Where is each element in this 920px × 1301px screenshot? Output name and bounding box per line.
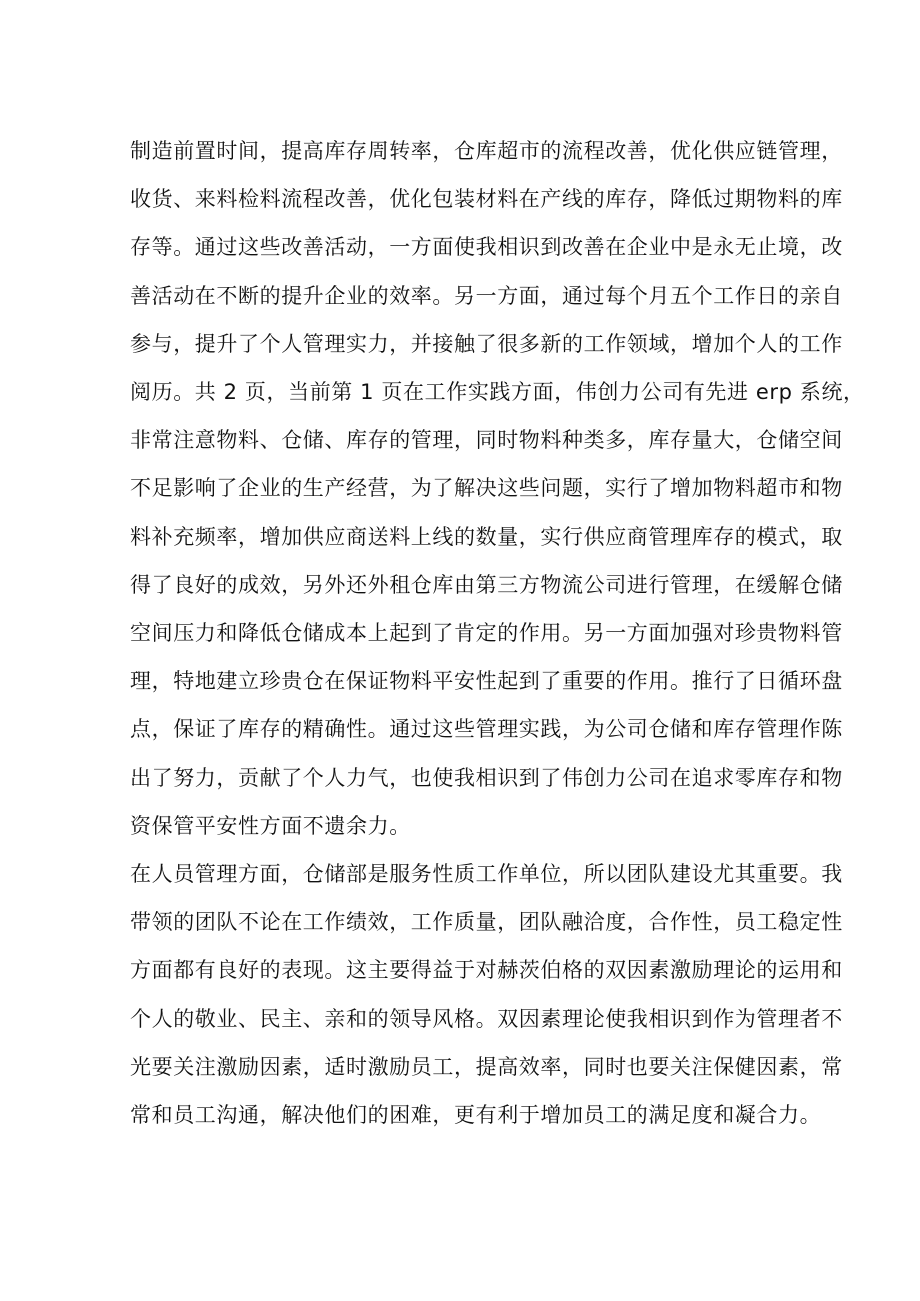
text-line: 得了良好的成效，另外还外租仓库由第三方物流公司进行管理，在缓解仓储 [130,572,843,597]
text-line: 个人的敬业、民主、亲和的领导风格。双因素理论使我相识到作为管理者不 [130,1006,843,1031]
text-line: 制造前置时间，提高库存周转率，仓库超市的流程改善，优化供应链管理， [130,139,843,163]
text-line: 点，保证了库存的精确性。通过这些管理实践，为公司仓储和库存管理作陈 [130,717,843,742]
text-line: 方面都有良好的表现。这主要得益于对赫茨伯格的双因素激励理论的运用和 [130,958,843,983]
text-line: 善活动在不断的提升企业的效率。另一方面，通过每个月五个工作日的亲自 [130,283,843,308]
text-line: 资保管平安性方面不遗余力。 [130,813,411,838]
text-line: 理，特地建立珍贵仓在保证物料平安性起到了重要的作用。推行了日循环盘 [130,669,843,694]
text-line: 阅历。共 2 页，当前第 1 页在工作实践方面，伟创力公司有先进 erp 系统， [130,380,865,405]
text-line: 不足影响了企业的生产经营，为了解决这些问题，实行了增加物料超市和物 [130,476,843,501]
text-line: 空间压力和降低仓储成本上起到了肯定的作用。另一方面加强对珍贵物料管 [130,621,843,646]
paragraph-personnel-management [130,850,843,1139]
paragraph-warehouse-practice [130,127,865,850]
text-line: 带领的团队不论在工作绩效，工作质量，团队融洽度，合作性，员工稳定性 [130,910,843,935]
text-line: 光要关注激励因素，适时激励员工，提高效率，同时也要关注保健因素，常 [130,1054,843,1079]
text-line: 出了努力，贡献了个人力气，也使我相识到了伟创力公司在追求零库存和物 [130,765,843,790]
text-line: 料补充频率，增加供应商送料上线的数量，实行供应商管理库存的模式，取 [130,524,843,549]
text-line: 常和员工沟通，解决他们的困难，更有利于增加员工的满足度和凝合力。 [130,1103,822,1128]
text-line: 收货、来料检料流程改善，优化包装材料在产线的库存，降低过期物料的库 [130,187,843,212]
text-line: 在人员管理方面，仓储部是服务性质工作单位，所以团队建设尤其重要。我 [130,862,843,887]
document-body [130,127,865,1139]
text-line: 非常注意物料、仓储、库存的管理，同时物料种类多，库存量大，仓储空间 [130,428,843,453]
text-line: 存等。通过这些改善活动，一方面使我相识到改善在企业中是永无止境，改 [130,235,843,260]
text-line: 参与，提升了个人管理实力，并接触了很多新的工作领域，增加个人的工作 [130,331,843,356]
